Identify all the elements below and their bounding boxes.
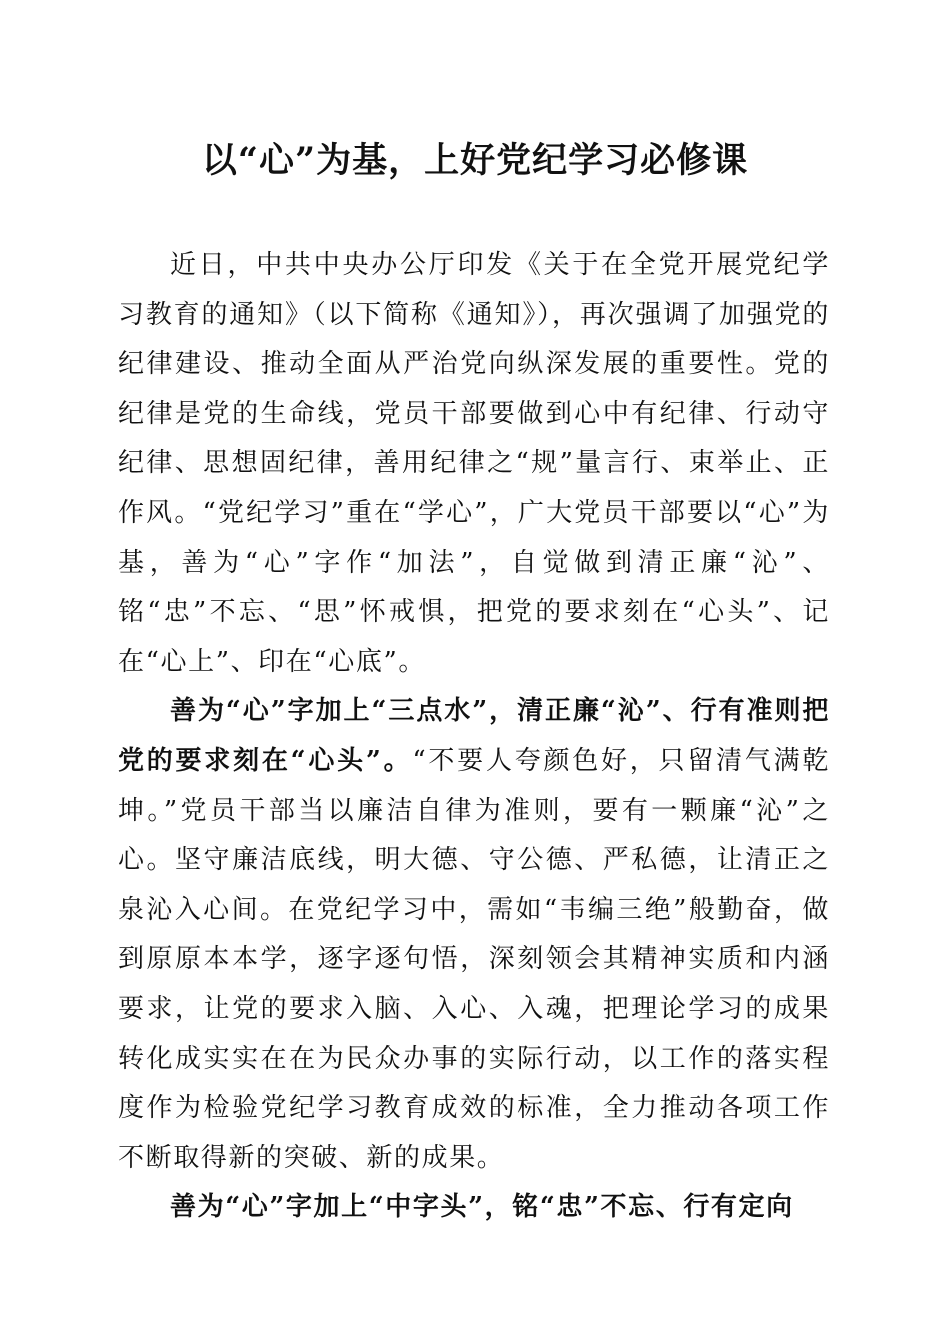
- document-body: [118, 241, 830, 1233]
- paragraph-lead: 善为“心”字加上“中字头”，铭“忠”不忘、行有定向: [170, 1192, 794, 1223]
- document-title: 以“心”为基，上好党纪学习必修课: [201, 140, 749, 181]
- paragraph-intro: [118, 241, 830, 687]
- paragraph-text: “不要人夸颜色好，只留清气满乾坤。”党员干部当以廉洁自律为准则，要有一颗廉“沁”之心。坚守廉洁底线，明大德、守公德、严私德，让清正之泉沁入心间。在党纪学习中，需如“韦编三绝”般勤奋，做到原原本本学，逐字逐句悟，深刻领会其精神实质和内涵要求，让党的要求入脑、入心、入魂，把理论学习的成果转化成实实在在为民众办事的实际行动，以工作的落实程度作为检验党纪学习教育成效的标准，全力推动各项工作不断取得新的突破、新的成果。: [118, 745, 830, 1173]
- paragraph-text: 近日，中共中央办公厅印发《关于在全党开展党纪学习教育的通知》（以下简称《通知》），再次强调了加强党的纪律建设、推动全面从严治党向纵深发展的重要性。党的纪律是党的生命线，党员干部要做到心中有纪律、行动守纪律、思想固纪律，善用纪律之“规”量言行、束举止、正作风。“党纪学习”重在“学心”，广大党员干部要以“心”为基，善为“心”字作“加法”，自觉做到清正廉“沁”、铭“忠”不忘、“思”怀戒惧，把党的要求刻在“心头”、记在“心上”、印在“心底”。: [118, 250, 830, 677]
- paragraph-section-2: [118, 1183, 830, 1233]
- paragraph-lead: 善为“心”字加上“三点水”，清正廉“沁”、行有准则把党的要求刻在“心头”。: [118, 696, 830, 776]
- paragraph-section-1: [118, 687, 830, 1183]
